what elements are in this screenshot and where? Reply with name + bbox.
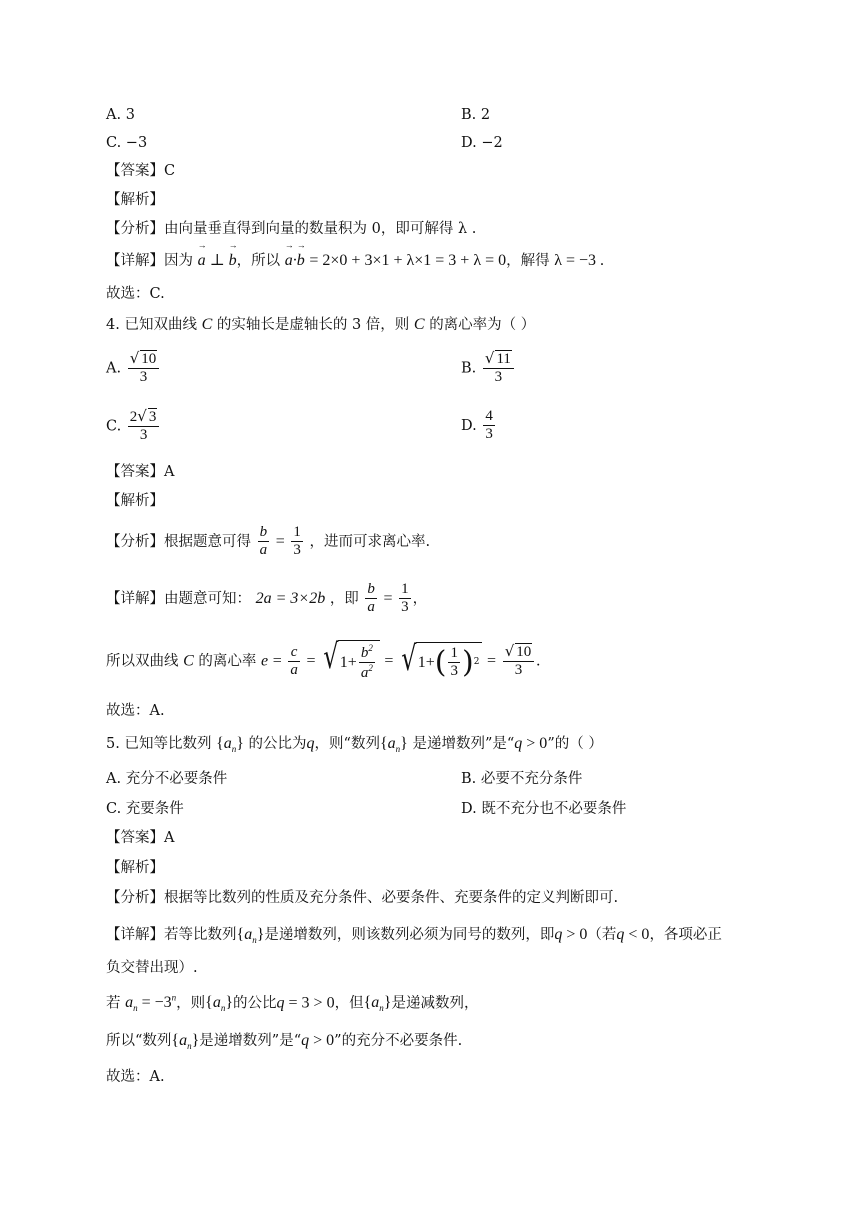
q3-option-c: C. −3 [106,135,148,151]
q3-xiangjie-jie: ，解得 [506,253,550,269]
q4-option-d [461,408,497,444]
q4-frac-ca: $\frac{c}{a}$ [290,643,298,678]
q4-option-d-fraction: $\frac{4}{3}$ [485,408,493,443]
q4-option-c [106,408,161,445]
q5-analysis-label: 【解析】 [106,860,164,876]
q5-option-b: B. 必要不充分条件 [461,771,583,787]
q4-option-c-fraction: $\frac{2√ 3}{3}$ [128,408,160,445]
q4-option-b [461,350,516,387]
q3-guxuan: 故选：C. [106,286,165,302]
q5-ruo-d: ，但 [334,995,364,1012]
q4-fenxi-frac-ba: $\frac{b}{a}$ [259,524,268,559]
q5-fenxi: 【分析】根据等比数列的性质及充分条件、必要条件、充要条件的定义判断即可. [106,890,619,906]
q4-suoyi-b: 的离心率 [198,653,257,670]
q5-guxuan: 故选：A. [106,1069,165,1085]
q4-stem-b: 的实轴长是虚轴长的 3 倍，则 [216,317,410,333]
q5-stem-c: ，则“数列 [314,736,380,752]
q3-analysis-label: 【解析】 [106,192,164,208]
q4-frac-result: $\frac{√ 10}{3}$ [503,643,535,680]
q4-xiangjie-c: ， [412,590,428,607]
q4-option-a [106,350,161,387]
q4-option-a-fraction: $\frac{√ 10}{3}$ [128,350,160,387]
q4-var-c2: C [413,316,425,333]
q4-var-c: C [201,316,213,333]
q3-xiangjie [106,253,604,269]
q5-answer: 【答案】A [106,830,175,846]
q3-option-b: B. 2 [461,107,491,123]
q4-xiangjie: 【详解】由题意可知： 2a = 3×2b ，即 $\frac{b}{a}$ = $\frac{1}{3}$ ， [106,581,428,616]
q3-dot-expr: → a·→ b [285,252,305,269]
q4-fenxi-b: ，进而可求离心率. [309,533,431,550]
q4-fenxi: 【分析】根据题意可得 $\frac{b}{a}$ = $\frac{1}{3}$ ，进而可求离心率. [106,524,431,559]
q4-option-a-label: A. [106,360,122,377]
q3-xiangjie-eq: = 2×0 + 3×1 + λ×1 = 3 + λ = 0 [309,252,507,269]
q5-ruo: 若 $a_n = -3^n$，则$\{a_n\}$的公比q = 3 > 0，但$\{a_n\}$是递减数列， [106,993,479,1014]
q4-xiangjie-b: ，即 [329,590,359,607]
q5-ruo-c: 的公比 [233,995,277,1012]
q4-stem [106,317,535,333]
q5-option-d: D. 既不充分也不必要条件 [461,801,627,817]
q4-stem-a: 4. 已知双曲线 [106,317,197,333]
q4-option-b-fraction: $\frac{√ 11}{3}$ [483,350,514,387]
q5-seq-an: $\{a_n\}$ [216,735,244,755]
q4-xiangjie-eq: 2a = 3×2b [255,589,326,607]
q4-option-c-label: C. [106,418,122,435]
q4-analysis-label: 【解析】 [106,493,164,509]
q4-stem-c: 的离心率为（ ） [429,317,536,333]
q5-seq-an-2: $\{a_n\}$ [379,735,408,755]
q3-option-a: A. 3 [106,107,135,123]
q5-stem-e: ”的（ ） [547,736,603,752]
q3-answer: 【答案】C [106,163,176,179]
q5-ruo-b: ，则 [176,995,206,1012]
q5-suoyi: 所以“数列$\{a_n\}$是递增数列”是“q > 0”的充分不必要条件. [106,1032,463,1052]
q5-suoyi-b: 是递增数列”是“ [199,1033,302,1049]
q3-option-d: D. −2 [461,135,503,151]
q4-xiangjie-frac-ba: $\frac{b}{a}$ [367,581,375,616]
q4-var-e: e [261,652,269,670]
q5-xj1-b: 是递增数列，则该数列必须为同号的数列，即 [264,927,555,943]
q5-stem: 5. 已知等比数列 $\{a_n\}$ 的公比为q，则“数列$\{a_n\}$ 是递增数列”是“q > 0”的（ ） [106,735,603,755]
q5-xiangjie-1: 【详解】若等比数列$\{a_n\}$是递增数列，则该数列必须为同号的数列，即q > 0（若q < 0，各项必正 [106,926,722,946]
q5-xj1-c: （若 [587,927,617,943]
q3-perp-expr: → a ⊥ → b [198,252,237,269]
q4-sqrt-1: √ 1+ $\frac{b^2}{a^2}$ [320,640,380,683]
q5-stem-d: 是递增数列”是“ [412,736,515,752]
q5-suoyi-a: 所以“数列 [106,1033,172,1049]
q4-fenxi-frac-13: $\frac{1}{3}$ [293,524,301,559]
q4-suoyi-a: 所以双曲线 [106,653,179,670]
q5-option-c: C. 充要条件 [106,801,184,817]
q4-suoyi: 所以双曲线 C 的离心率 e = $\frac{c}{a}$ = √ 1+ $\frac{b^2}{a^2}$ = √ 1+ ( $\frac{1}{3}$ ) 2 = $\frac{√ 10}{3}$ . [106,637,541,682]
q5-xj1-d: ，各项必正 [649,927,722,943]
q4-sqrt-2: √ 1+ ( $\frac{1}{3}$ ) 2 [398,642,482,681]
q5-ruo-a: 若 [106,995,121,1012]
q5-option-a: A. 充分不必要条件 [106,771,228,787]
q5-ruo-e: 是递减数列， [391,995,479,1012]
q4-option-b-label: B. [461,360,477,377]
q4-xiangjie-a: 【详解】由题意可知： [106,590,251,607]
q4-fenxi-a: 【分析】根据题意可得 [106,533,251,550]
q5-stem-b: 的公比为 [248,736,307,752]
q3-fenxi: 【分析】由向量垂直得到向量的数量积为 0，即可解得 λ . [106,221,477,237]
q4-guxuan: 故选：A. [106,703,165,719]
q5-xj1-a: 【详解】若等比数列 [106,927,237,943]
q5-suoyi-c: ”的充分不必要条件. [334,1033,463,1049]
q5-seq-an-3: $\{a_n\}$ [236,926,265,946]
q3-xiangjie-suo: ，所以 [236,253,281,269]
q3-xiangjie-prefix: 【详解】因为 [106,253,193,269]
q4-option-d-label: D. [461,417,477,434]
q4-var-c3: C [183,652,194,670]
q3-xiangjie-result: λ = −3 . [554,252,605,269]
q5-xiangjie-2: 负交替出现）. [106,960,198,976]
q5-stem-a: 5. 已知等比数列 [106,736,212,752]
q4-xiangjie-frac-13: $\frac{1}{3}$ [401,581,409,616]
q4-answer: 【答案】A [106,464,175,480]
